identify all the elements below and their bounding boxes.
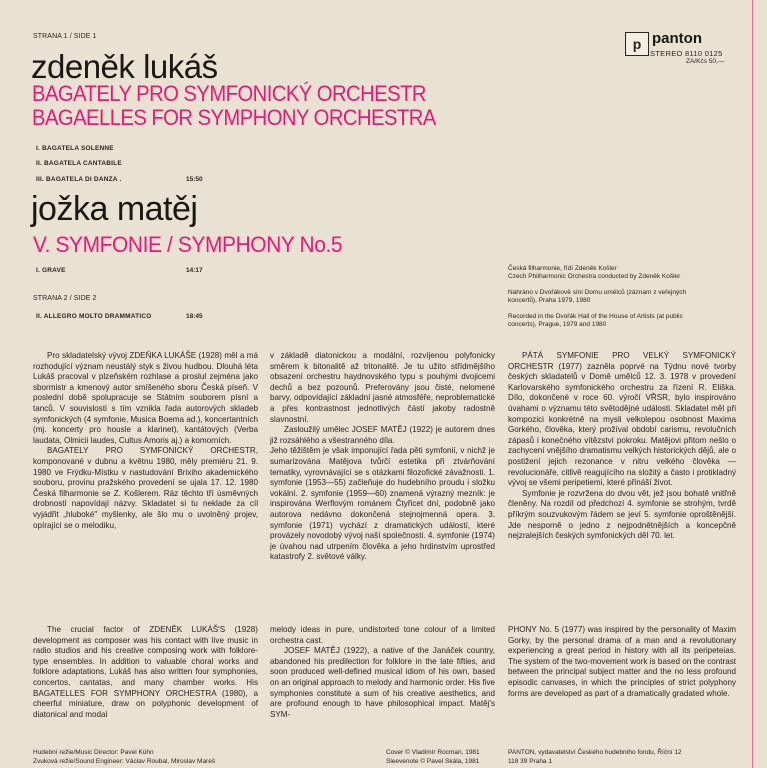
recording-en-line2: concerts), Prague, 1979 and 1980 [508, 321, 607, 328]
composer1-name: zdeněk lukáš [31, 48, 218, 85]
track-grave: I. GRAVE [36, 267, 66, 274]
brand-name: panton [652, 30, 702, 47]
sound-engineer: Zvuková režie/Sound Engineer: Václav Roubal, Miroslav Mareš [33, 758, 216, 765]
notes-paragraph: Zasloužilý umělec JOSEF MATĚJ (1922) je autorem dnes již rozsáhlého a všestranného díla. [270, 425, 495, 445]
work1-title-en: BAGAELLES FOR SYMPHONY ORCHESTRA [32, 105, 436, 130]
notes-paragraph: Jeho těžištěm je však imponující řada pěti symfonií, v nichž je sumarizována Matějova tvůrčí estetika při ztvárňování tematiky, vyrovnávající se s otázkami filozofické závažnosti. 1. symfonie (1953—55) začleňuje do hudebního proudu i složku vokální. 2. symfonie (1959—60) znamená výrazný mezník: je inspirována Werflovým románem Čtyřicet dní, podobně jako autorova nedávno dokončená stejnojmenná opera. 3. symfonie (1971) vychází z dramatických událostí, které provázely novodobý vývoj naší společnosti. 4. symfonie (1974) je úvahou nad utrpením člověka a jeho hrdinstvím uprostřed katastrofy 2. světové války. [270, 446, 495, 562]
notes-col3-en [508, 625, 736, 699]
notes-paragraph: Pro skladatelský vývoj ZDEŇKA LUKÁŠE (1928) měl a má rozhodující význam neustálý styk s živou hudbou. Dlouhá léta Lukáš pracoval v plzeňském rozhlase a proslul zejména jako sbormistr a kmenový autor smíšeného sboru Česká píseň. V poslední době spolupracuje se Státním souborem písní a tanců. V souvislosti s tím vznikla řada autorových skladeb symfonických (4 symfonie, Musica Boema ad.), koncertantních (mj. koncerty pro housle a klarinet), kantátových (Verba laudata, Olmicii laudes, Cultus Amoris aj.) a komorních. [33, 351, 258, 445]
notes-paragraph: JOSEF MATĚJ (1922), a native of the Janáček country, abandoned his predilection for folklore in the late fifties, and soon produced well-defined musical idiom of his own, based on an original approach to melody and harmonic order. His five symphonies constitute a sum of his creative aesthetics, and are profound enough to have philosophical impact. Matěj's SYM- [270, 646, 495, 719]
publisher-line1: PANTON, vydavatelství Českého hudebního fondu, Říční 12 [508, 749, 682, 756]
performers-cz: Česká filharmonie, řídí Zdeněk Košler [508, 265, 617, 272]
music-director: Hudební režie/Music Director: Pavel Kühn [33, 749, 154, 756]
work1-title-cz: BAGATELY PRO SYMFONICKÝ ORCHESTR [32, 81, 426, 106]
notes-col2-cz [270, 351, 495, 563]
notes-paragraph: v základě diatonickou a modální, rozvíjenou polyfonicky směrem k bitonalitě až tritonalitě. Je tu užito střídmějšího obsazení orchestru haydnovského typu s pouhými dvojicemi dechů a bez pozounů. Preferovány jsou čisté, nelomené barvy, odpovídající základní jasné atmosféře, neproblematické a přes kontrastnost jednotlivých částí jakoby radostně slavnostní. [270, 351, 495, 424]
cover-credit: Cover © Vladimír Rocman, 1981 [386, 749, 480, 756]
notes-col1-en [33, 625, 258, 720]
footer-credits-left [33, 748, 215, 766]
notes-paragraph: The crucial factor of ZDENĚK LUKÁŠ'S (1928) development as composer was his contact with live music in radio studios and his creative composing work with folklore-type ensembles. In addition to valuable choral works and folklore adaptations, Lukáš has also written four symphonies, concertos, cantatas, and many chamber works. His BAGATELLES FOR SYMPHONY ORCHESTRA (1980), a cheerful miniature, draw on polyphonic development of diatonical and modal [33, 625, 258, 719]
track-allegro: II. ALLEGRO MOLTO DRAMMATICO [36, 313, 152, 320]
footer-credits-middle [386, 748, 480, 766]
notes-paragraph: PÁTÁ SYMFONIE PRO VELKÝ SYMFONICKÝ ORCHESTR (1977) zazněla poprvé na Týdnu nové tvorby českých skladatelů v Domě umělců 12. 3. 1978 v provedení Karlovarského symfonického orchestru za řízení R. Eliška. Dílo, dokončené v roce 60. výročí VŘSR, bylo inspirováno úvahami o významu této světodějné události. Skladatel měl při kompozici konkrétně na mysli velkolepou osobnost Maxima Gorkého, člověka, který prožíval období carismu, revolučních zápasů i konečného vítězství pokroku. Matějovi přitom nešlo o zachycení vnějšího dramatismu velkých historických dějů, ale o postižení jejich rezonance v nitru velkého člověka — revolucionáře, citlivě reagujícího na složitý a často i protikladný vývoj se všemi peripetiemi, které přináší život. [508, 351, 736, 488]
price: ZA/Kčs 50,— [686, 58, 725, 65]
publisher-line2: 118 39 Praha 1 [508, 758, 552, 765]
track-1: I. BAGATELA SOLENNE [36, 145, 114, 152]
recording-en-line1: Recorded in the Dvořák Hall of the House of Artists (at public [508, 313, 683, 320]
recording-en [508, 313, 683, 329]
footer-publisher [508, 748, 682, 766]
notes-col1-cz [33, 351, 258, 531]
performers-en: Czech Philharmonic Orchestra conducted by Zdeněk Košler [508, 273, 681, 280]
track-2: II. BAGATELA CANTABILE [36, 160, 122, 167]
side1-label: STRANA 1 / SIDE 1 [33, 33, 97, 40]
work2-title: V. SYMFONIE / SYMPHONY No.5 [33, 232, 343, 257]
performers [508, 265, 680, 281]
panton-logo-icon: p [625, 32, 649, 56]
composer2-name: jožka matěj [31, 190, 198, 228]
edge-line [752, 0, 753, 768]
notes-paragraph: melody ideas in pure, undistorted tone colour of a limited orchestra cast. [270, 625, 495, 645]
catalog-number: STEREO 8110 0125 [650, 49, 723, 58]
recording-cz-line2: koncertů), Praha 1979, 1980 [508, 297, 591, 304]
notes-paragraph: BAGATELY PRO SYMFONICKÝ ORCHESTR, komponované v dubnu a květnu 1980, měly premiéru 21. 9. 1980 ve Frýdku-Místku v nastudování Brixiho akademického souboru, provinu pražského provedení se ujala 17. 12. 1980 Česká filharmonie se Z. Košlerem. Ráz těchto tří úsměvných drobností napovídají názvy. Skladatel si tu neklade za cíl vyjádřit „hluboké" myšlenky, ale šlo mu o uvolněný projev, opírající se o melodiku, [33, 446, 258, 530]
side2-label: STRANA 2 / SIDE 2 [33, 295, 97, 302]
notes-paragraph: PHONY No. 5 (1977) was inspired by the personality of Maxim Gorky, by the personal drama of a man and a revolutionary experiencing a great period in history with all its peripeteias. The system of the two-movement work is based on the contrast between the principal subject matter and the no less profound episodic canvases, in which the principles of strict polyphony forms are developed as part of a dramatically gradated whole. [508, 625, 736, 698]
notes-paragraph: Symfonie je rozvržena do dvou vět, jež jsou bohatě vnitřně členěny. Na rozdíl od předchozí 4. symfonie se strohým, tvrdě příkrým souzvukovým řádem se jeví 5. symfonie oproštěnější. Jde nesporně o jedno z nejpodnětnějších a koncepčně nejzralejších českých symfonických děl 70. let. [508, 488, 736, 541]
track-3: III. BAGATELA DI DANZA . [36, 176, 122, 183]
sleevenote-credit: Sleevenote © Pavel Skála, 1981 [386, 758, 480, 765]
track-allegro-duration: 18:45 [186, 313, 203, 320]
track-grave-duration: 14:17 [186, 267, 203, 274]
notes-col3-cz [508, 351, 736, 542]
notes-col2-en [270, 625, 495, 720]
track-3-duration: 15:50 [186, 176, 203, 183]
recording-cz [508, 289, 686, 305]
recording-cz-line1: Nahráno v Dvořákově síni Domu umělců (záznam z veřejných [508, 289, 687, 296]
